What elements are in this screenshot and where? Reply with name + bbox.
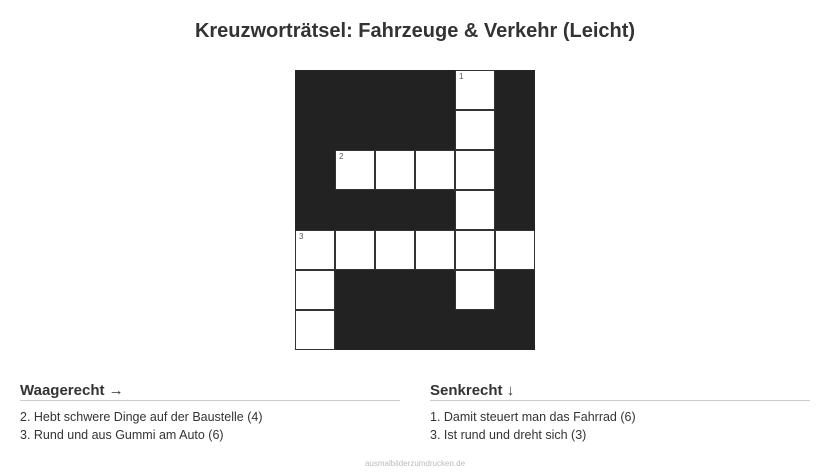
- crossword-cell[interactable]: [375, 230, 415, 270]
- crossword-cell[interactable]: [335, 150, 375, 190]
- down-clue: 1. Damit steuert man das Fahrrad (6): [430, 410, 636, 424]
- across-clues: [20, 382, 400, 444]
- page-title: Kreuzworträtsel: Fahrzeuge & Verkehr (Leicht): [194, 20, 636, 42]
- crossword-cell[interactable]: [455, 190, 495, 230]
- down-heading: Senkrecht ↓: [430, 382, 810, 401]
- crossword-cell[interactable]: [455, 110, 495, 150]
- crossword-cell[interactable]: [375, 150, 415, 190]
- across-clue: 3. Rund und aus Gummi am Auto (6): [20, 428, 224, 442]
- clue-number: 1: [459, 72, 464, 81]
- down-clues: [430, 382, 810, 444]
- crossword-cell[interactable]: [495, 230, 535, 270]
- crossword-cell[interactable]: [455, 270, 495, 310]
- crossword-grid: [295, 70, 535, 350]
- down-clue: 3. Ist rund und dreht sich (3): [430, 428, 587, 442]
- crossword-cell[interactable]: [335, 230, 375, 270]
- crossword-cell[interactable]: [455, 230, 495, 270]
- clue-number: 2: [339, 152, 344, 161]
- across-heading: Waagerecht →: [20, 382, 400, 401]
- crossword-cell[interactable]: [295, 270, 335, 310]
- footer-credit: ausmalbilderzumdrucken.de: [364, 459, 466, 468]
- clue-number: 3: [299, 232, 304, 241]
- across-clue: 2. Hebt schwere Dinge auf der Baustelle (4): [20, 410, 263, 424]
- crossword-cell[interactable]: [455, 150, 495, 190]
- crossword-cell[interactable]: [295, 230, 335, 270]
- crossword-cell[interactable]: [415, 230, 455, 270]
- crossword-cell[interactable]: [415, 150, 455, 190]
- crossword-cell[interactable]: [295, 310, 335, 350]
- crossword-cell[interactable]: [455, 70, 495, 110]
